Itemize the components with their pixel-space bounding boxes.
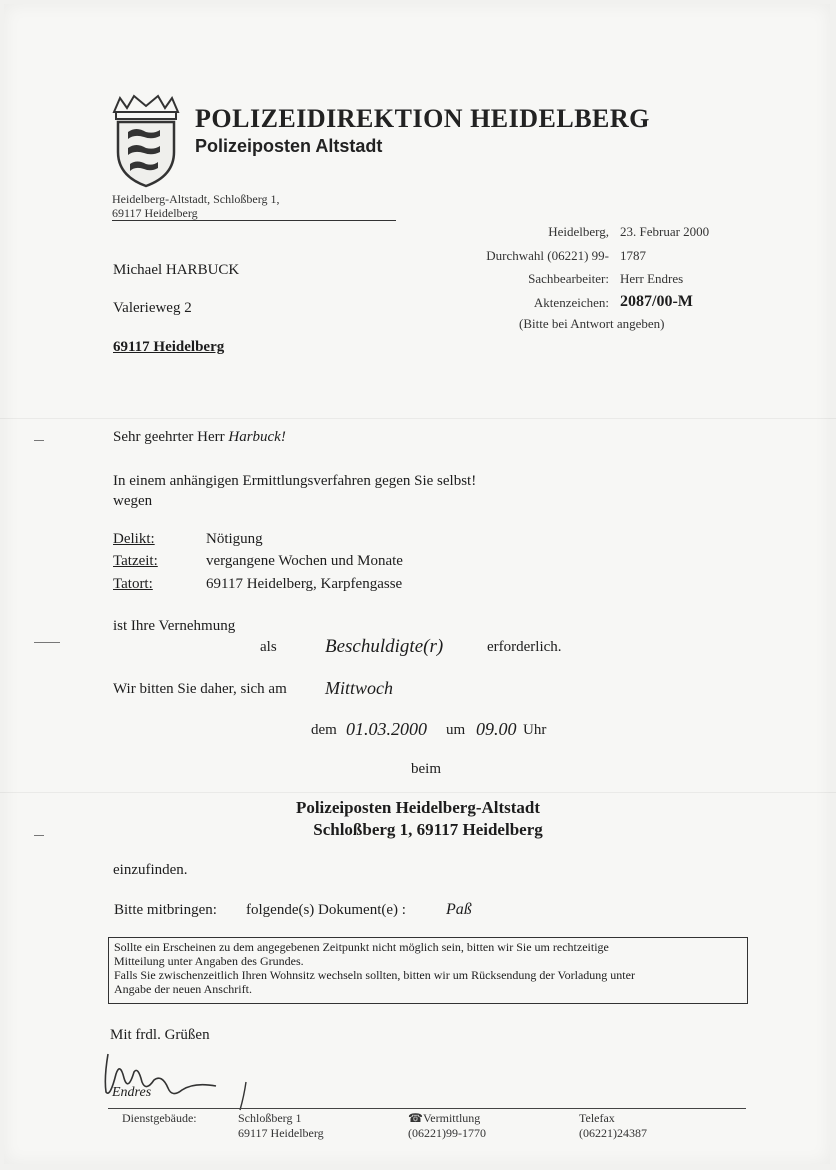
fold-mark [34, 440, 44, 441]
closing-text: Mit frdl. Grüßen [110, 1027, 210, 1043]
footer-switchboard-label: Vermittlung [422, 1111, 481, 1125]
bring-what: folgende(s) Dokument(e) : [246, 902, 406, 918]
salutation-name: Harbuck! [228, 429, 286, 445]
einzufinden-text: einzufinden. [113, 862, 188, 878]
role-value: Beschuldigte(r) [325, 636, 444, 657]
time-label: Tatzeit: [113, 553, 158, 569]
footer-switchboard-number: (06221)99-1770 [408, 1126, 486, 1140]
info-clerk-label: Sachbearbeiter: [528, 271, 609, 286]
beim-text: beim [411, 761, 441, 777]
bring-label: Bitte mitbringen: [114, 902, 217, 918]
info-file-label: Aktenzeichen: [533, 295, 609, 310]
notice-line1: Sollte ein Erscheinen zu dem angegebenen Zeitpunkt nicht möglich sein, bitten wir Sie um rechtzeitige [114, 940, 609, 954]
salutation-prefix: Sehr geehrter Herr [113, 429, 225, 445]
info-date: 23. Februar 2000 [620, 224, 710, 239]
hearing-text: ist Ihre Vernehmung [113, 618, 236, 634]
info-file-number: 2087/00-M [620, 293, 693, 310]
time-value: vergangene Wochen und Monate [206, 553, 403, 569]
agency-subtitle: Polizeiposten Altstadt [195, 136, 383, 156]
fold-line [0, 418, 836, 419]
weekday-value: Mittwoch [325, 678, 393, 698]
um-text: um [446, 722, 466, 738]
info-phone-ext: 1787 [620, 248, 646, 263]
info-file-note: (Bitte bei Antwort angeben) [519, 316, 665, 331]
als-text: als [260, 639, 277, 655]
footer-fax-label: Telefax [579, 1111, 615, 1125]
notice-line3: Falls Sie zwischenzeitlich Ihren Wohnsitz wechseln sollten, bitten wir um Rücksendung der Vorladung unter [114, 968, 635, 982]
appointment-date: 01.03.2000 [346, 719, 427, 739]
fold-mark [34, 642, 60, 643]
recipient-city: 69117 Heidelberg [113, 339, 225, 355]
recipient-street: Valerieweg 2 [113, 300, 192, 316]
return-address-line2: 69117 Heidelberg [112, 206, 198, 220]
notice-box [108, 937, 748, 1004]
info-phone-label: Durchwahl (06221) 99- [486, 248, 609, 263]
footer-address-line1: Schloßberg 1 [238, 1111, 302, 1125]
footer-divider [108, 1108, 746, 1109]
offense-label: Delikt: [113, 531, 155, 547]
info-clerk: Herr Endres [620, 271, 684, 286]
footer-address-line2: 69117 Heidelberg [238, 1126, 324, 1140]
footer-building-label: Dienstgebäude: [122, 1111, 197, 1125]
info-place-label: Heidelberg, [548, 224, 609, 239]
footer-switchboard [408, 1111, 480, 1126]
place-value: 69117 Heidelberg, Karpfengasse [206, 576, 403, 592]
location-line1: Polizeiposten Heidelberg-Altstadt [295, 798, 541, 817]
required-text: erforderlich. [487, 639, 562, 655]
telephone-icon: ☎ [408, 1111, 423, 1125]
wegen-text: wegen [113, 493, 153, 509]
dem-text: dem [311, 722, 337, 738]
return-address-divider [112, 220, 396, 221]
uhr-text: Uhr [523, 722, 547, 738]
signature-icon [98, 1048, 268, 1112]
appointment-time: 09.00 [476, 719, 517, 739]
recipient-name: Michael HARBUCK [113, 262, 240, 278]
bring-item: Paß [446, 901, 472, 918]
offense-value: Nötigung [206, 531, 263, 547]
notice-line4: Angabe der neuen Anschrift. [114, 982, 252, 996]
intro-text: In einem anhängigen Ermittlungsverfahren gegen Sie selbst! [113, 473, 477, 489]
request-text: Wir bitten Sie daher, sich am [113, 681, 287, 697]
salutation [113, 429, 286, 446]
signer-name: Endres [112, 1085, 152, 1100]
place-label: Tatort: [113, 576, 153, 592]
notice-line2: Mitteilung unter Angaben des Grundes. [114, 954, 304, 968]
footer-fax-number: (06221)24387 [579, 1126, 647, 1140]
location-line2: Schloßberg 1, 69117 Heidelberg [313, 820, 543, 839]
fold-line [0, 792, 836, 793]
agency-title: POLIZEIDIREKTION HEIDELBERG [195, 104, 650, 133]
coat-of-arms-icon [110, 94, 182, 188]
return-address-line1: Heidelberg-Altstadt, Schloßberg 1, [112, 192, 280, 206]
